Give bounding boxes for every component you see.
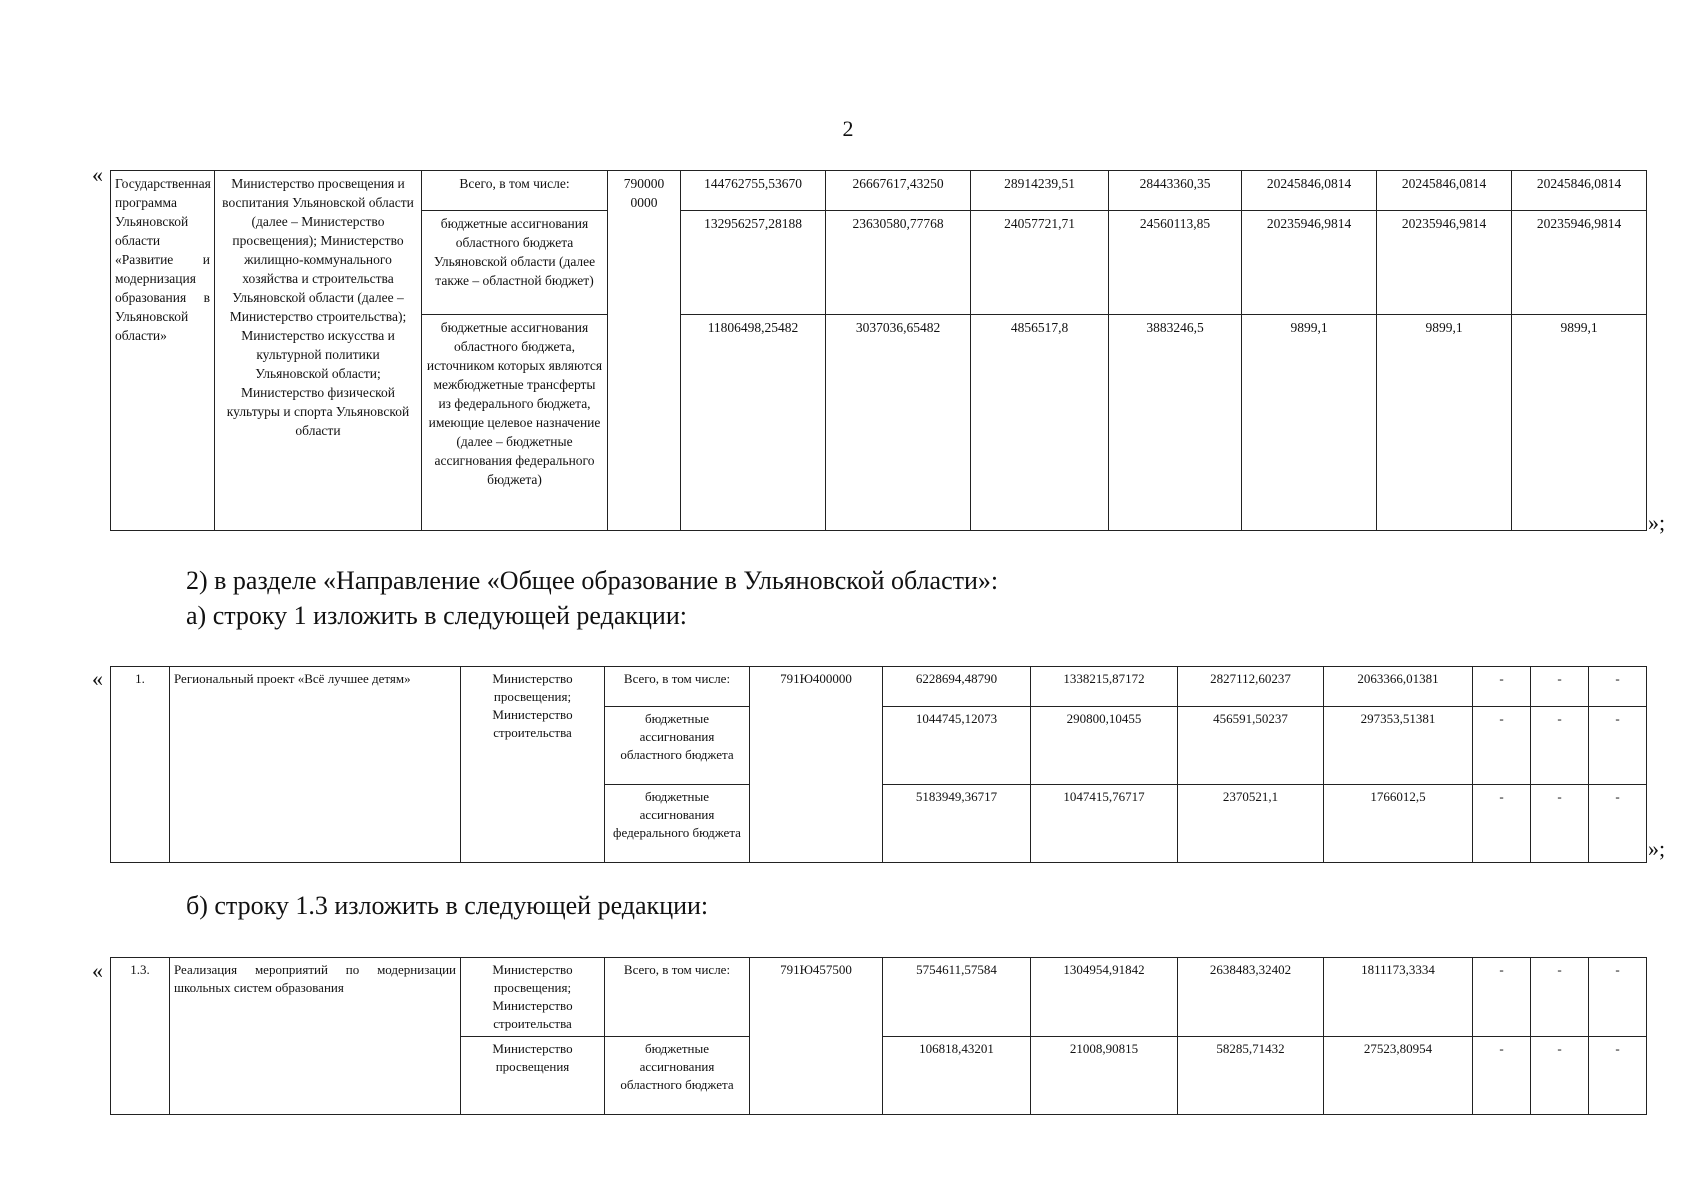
- page-number: 2: [842, 116, 854, 141]
- row-label: Всего, в том числе:: [605, 667, 750, 707]
- table-cell: 144762755,53670: [681, 171, 826, 211]
- table-cell: 2827112,60237: [1178, 667, 1324, 707]
- project-name: Региональный проект «Всё лучшее детям»: [170, 667, 461, 863]
- table-cell: 5754611,57584: [883, 958, 1031, 1037]
- table-cell: -: [1531, 785, 1589, 863]
- open-quote: «: [92, 162, 103, 187]
- table-cell: 24560113,85: [1109, 211, 1242, 315]
- open-quote: «: [92, 958, 103, 983]
- table-cell: 297353,51381: [1324, 707, 1473, 785]
- table-cell: -: [1589, 667, 1647, 707]
- table-cell: 24057721,71: [971, 211, 1109, 315]
- table-cell: -: [1531, 1037, 1589, 1115]
- subsection-heading-b: б) строку 1.3 изложить в следующей редакции:: [186, 891, 709, 920]
- table-cell: 2370521,1: [1178, 785, 1324, 863]
- table-cell: 20245846,0814: [1242, 171, 1377, 211]
- row-ministries: Министерство просвещения: [461, 1037, 605, 1115]
- table-cell: 23630580,77768: [826, 211, 971, 315]
- row-label: Всего, в том числе:: [605, 958, 750, 1037]
- table-cell: 20245846,0814: [1512, 171, 1647, 211]
- section-heading: 2) в разделе «Направление «Общее образование в Ульяновской области»:: [186, 566, 999, 595]
- table-cell: 20235946,9814: [1377, 211, 1512, 315]
- row-number: 1.3.: [111, 958, 170, 1115]
- table-cell: 11806498,25482: [681, 315, 826, 531]
- table-cell: 9899,1: [1377, 315, 1512, 531]
- table-cell: 9899,1: [1512, 315, 1647, 531]
- table-cell: 1766012,5: [1324, 785, 1473, 863]
- table-cell: -: [1473, 958, 1531, 1037]
- table-program: [110, 170, 1647, 531]
- table-cell: 5183949,36717: [883, 785, 1031, 863]
- table-cell: -: [1589, 1037, 1647, 1115]
- table-cell: 58285,71432: [1178, 1037, 1324, 1115]
- table-cell: 2063366,01381: [1324, 667, 1473, 707]
- table-cell: -: [1473, 667, 1531, 707]
- table-cell: 27523,80954: [1324, 1037, 1473, 1115]
- open-quote: «: [92, 666, 103, 691]
- measure-code: 791Ю457500: [750, 958, 883, 1115]
- table-cell: 21008,90815: [1031, 1037, 1178, 1115]
- table-cell: 106818,43201: [883, 1037, 1031, 1115]
- table-cell: 1044745,12073: [883, 707, 1031, 785]
- table-cell: -: [1589, 958, 1647, 1037]
- row-label: бюджетные ассигнования областного бюджета: [605, 707, 750, 785]
- table-row-1-3: [110, 957, 1647, 1115]
- program-name: Государственная программа Ульяновской области «Развитие и модернизация образования в Ульяновской области»: [111, 171, 215, 531]
- row-label: бюджетные ассигнования областного бюджета Ульяновской области (далее также – областной бюджет): [422, 211, 608, 315]
- table-cell: 290800,10455: [1031, 707, 1178, 785]
- table-cell: 4856517,8: [971, 315, 1109, 531]
- table-cell: 1047415,76717: [1031, 785, 1178, 863]
- table-cell: -: [1589, 707, 1647, 785]
- table-cell: -: [1531, 958, 1589, 1037]
- table-cell: 9899,1: [1242, 315, 1377, 531]
- table-cell: 1304954,91842: [1031, 958, 1178, 1037]
- table-cell: -: [1589, 785, 1647, 863]
- close-quote: »;: [1648, 510, 1666, 535]
- table-cell: 20235946,9814: [1512, 211, 1647, 315]
- row-label: бюджетные ассигнования федерального бюджета: [605, 785, 750, 863]
- row-ministries: Министерство просвещения; Министерство строительства: [461, 958, 605, 1037]
- table-cell: 1811173,3334: [1324, 958, 1473, 1037]
- table-cell: -: [1473, 785, 1531, 863]
- row-label: Всего, в том числе:: [422, 171, 608, 211]
- table-cell: -: [1473, 707, 1531, 785]
- table-cell: 28914239,51: [971, 171, 1109, 211]
- program-ministries: Министерство просвещения и воспитания Ульяновской области (далее – Министерство просвещения); Министерство жилищно-коммунального хозяйства и строительства Ульяновской области (далее – Министерство строительства); Министерство искусства и культурной политики Ульяновской области; Министерство физической культуры и спорта Ульяновской области: [215, 171, 422, 531]
- table-cell: -: [1531, 667, 1589, 707]
- project-code: 791Ю400000: [750, 667, 883, 863]
- table-cell: 28443360,35: [1109, 171, 1242, 211]
- table-cell: 3883246,5: [1109, 315, 1242, 531]
- close-quote: »;: [1648, 836, 1666, 861]
- row-label: бюджетные ассигнования областного бюджета: [605, 1037, 750, 1115]
- table-cell: 6228694,48790: [883, 667, 1031, 707]
- table-cell: 3037036,65482: [826, 315, 971, 531]
- program-code: 790000 0000: [608, 171, 681, 531]
- row-label: бюджетные ассигнования областного бюджета, источником которых являются межбюджетные трансферты из федерального бюджета, имеющие целевое назначение (далее – бюджетные ассигнования федерального бюджета): [422, 315, 608, 531]
- table-cell: 26667617,43250: [826, 171, 971, 211]
- table-cell: 132956257,28188: [681, 211, 826, 315]
- table-cell: -: [1531, 707, 1589, 785]
- table-cell: 456591,50237: [1178, 707, 1324, 785]
- table-cell: 20235946,9814: [1242, 211, 1377, 315]
- table-cell: 2638483,32402: [1178, 958, 1324, 1037]
- table-row-1: [110, 666, 1647, 863]
- table-cell: 20245846,0814: [1377, 171, 1512, 211]
- project-ministries: Министерство просвещения; Министерство строительства: [461, 667, 605, 863]
- table-cell: 1338215,87172: [1031, 667, 1178, 707]
- measure-name: Реализация мероприятий по модернизации школьных систем образования: [170, 958, 461, 1115]
- subsection-heading-a: а) строку 1 изложить в следующей редакции:: [186, 601, 687, 630]
- row-number: 1.: [111, 667, 170, 863]
- table-cell: -: [1473, 1037, 1531, 1115]
